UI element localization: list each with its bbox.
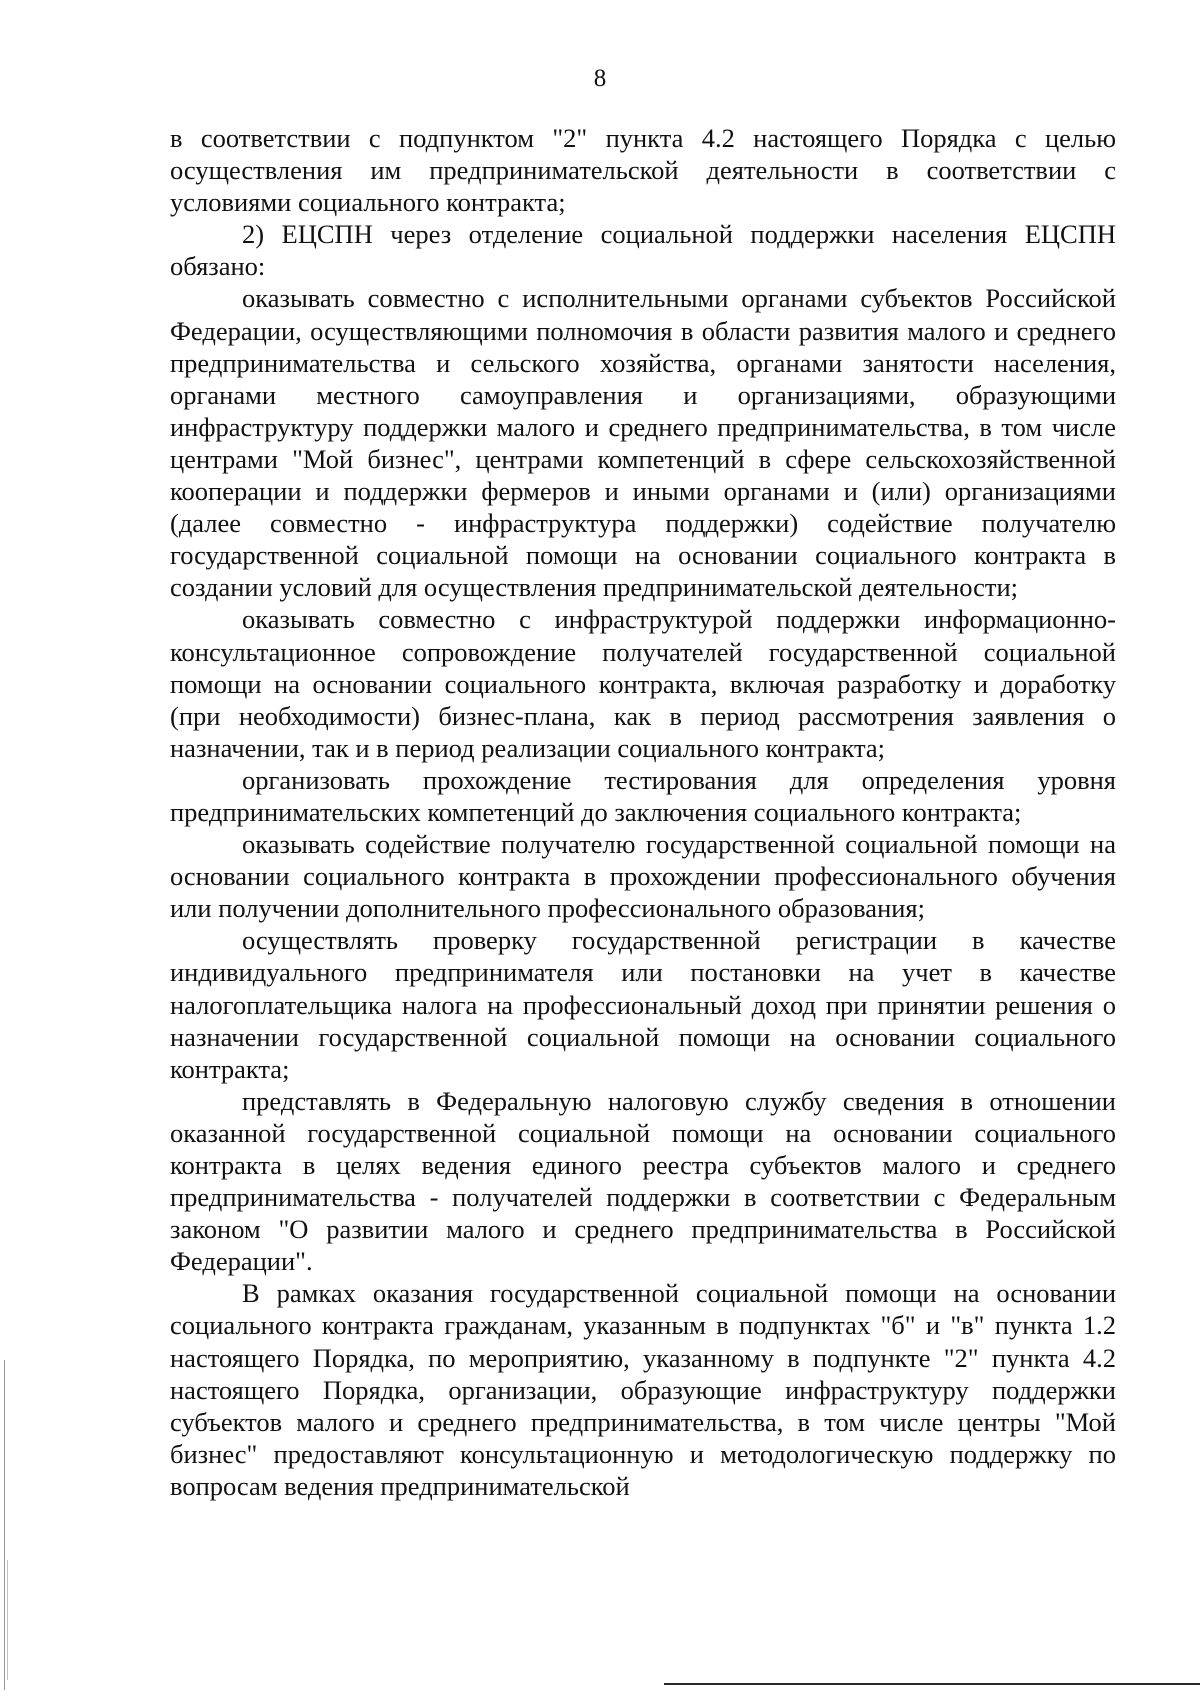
paragraph-duty-consulting: оказывать совместно с инфраструктурой поддержки информационно-консультационное сопровождение получателей государственной социальной помощи на основании социального контракта, включая разработку и доработку (при необходимости) бизнес-плана, как в период рассмотрения заявления о назначении, так и в период реализации социального контракта; [170, 604, 1116, 763]
page-number: 8 [593, 65, 607, 92]
bottom-rule [664, 1683, 1200, 1685]
paragraph-item-2: 2) ЕЦСПН через отделение социальной поддержки населения ЕЦСПН обязано: [170, 219, 1116, 282]
paragraph-duty-training: оказывать содействие получателю государственной социальной помощи на основании социального контракта в прохождении профессионального обучения или получении дополнительного профессионального образования; [170, 829, 1116, 924]
scan-edge-line [4, 1360, 5, 1690]
paragraph-continuation: в соответствии с подпунктом "2" пункта 4.2 настоящего Порядка с целью осуществления им предпринимательской деятельности в соответствии с условиями социального контракта; [170, 123, 1116, 218]
paragraph-duty-testing: организовать прохождение тестирования для определения уровня предпринимательских компетенций до заключения социального контракта; [170, 764, 1116, 827]
paragraph-duty-tax-service: представлять в Федеральную налоговую службу сведения в отношении оказанной государственной социальной помощи на основании социального контракта в целях ведения единого реестра субъектов малого и среднего предпринимательства - получателей поддержки в соответствии с Федеральным законом "О развитии малого и среднего предпринимательства в Российской Федерации". [170, 1085, 1116, 1277]
document-body [170, 122, 1116, 1502]
scan-edge-line-secondary [7, 1560, 8, 1680]
paragraph-infrastructure-support: В рамках оказания государственной социальной помощи на основании социального контракта гражданам, указанным в подпунктах "б" и "в" пункта 1.2 настоящего Порядка, по мероприятию, указанному в подпункте "2" пункта 4.2 настоящего Порядка, организации, образующие инфраструктуру поддержки субъектов малого и среднего предпринимательства, в том числе центры "Мой бизнес" предоставляют консультационную и методологическую поддержку по вопросам ведения предпринимательской [170, 1278, 1116, 1501]
paragraph-duty-assist-creation: оказывать совместно с исполнительными органами субъектов Российской Федерации, осуществляющими полномочия в области развития малого и среднего предпринимательства и сельского хозяйства, органами занятости населения, органами местного самоуправления и организациями, образующими инфраструктуру поддержки малого и среднего предпринимательства, в том числе центрами "Мой бизнес", центрами компетенций в сфере сельскохозяйственной кооперации и поддержки фермеров и иными органами и (или) организациями (далее совместно - инфраструктура поддержки) содействие получателю государственной социальной помощи на основании социального контракта в создании условий для осуществления предпринимательской деятельности; [170, 283, 1116, 603]
paragraph-duty-registration-check: осуществлять проверку государственной регистрации в качестве индивидуального предпринимателя или постановки на учет в качестве налогоплательщика налога на профессиональный доход при принятии решения о назначении государственной социальной помощи на основании социального контракта; [170, 925, 1116, 1084]
